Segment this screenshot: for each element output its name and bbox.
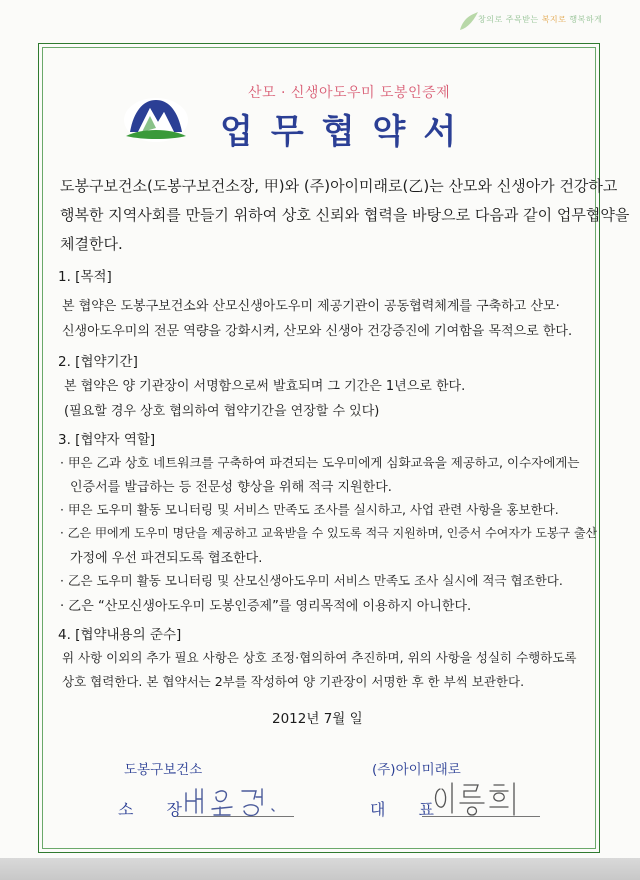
section-heading-purpose: 1. [목적] — [58, 269, 112, 285]
signature-ceo — [430, 779, 540, 819]
section-line: · 甲은 乙과 상호 네트워크를 구축하여 파견되는 도우미에게 심화교육을 제공하고, 이수자에게는 — [60, 455, 580, 470]
signature-director — [180, 783, 290, 819]
intro-paragraph — [60, 172, 629, 259]
slogan-left: 창의로 주목받는 — [478, 15, 539, 24]
page-border-inner — [42, 47, 596, 849]
section-heading-period: 2. [협약기간] — [58, 354, 138, 370]
section-line: 신생아도우미의 전문 역량을 강화시켜, 산모와 신생아 건강증진에 기여함을 목적으로 한다. — [62, 324, 573, 339]
section-heading-compliance: 4. [협약내용의 준수] — [58, 627, 182, 643]
section-line: 본 협약은 양 기관장이 서명함으로써 발효되며 그 기간은 1년으로 한다. — [64, 379, 466, 394]
document-title: 업무협약서 — [220, 112, 475, 152]
section-line: · 乙은 “산모신생아도우미 도봉인증제”를 영리목적에 이용하지 아니한다. — [60, 599, 472, 614]
section-line: 상호 협력한다. 본 협약서는 2부를 작성하여 양 기관장이 서명한 후 한 부씩 보관한다. — [62, 674, 525, 689]
district-slogan-logo — [458, 10, 608, 34]
section-line: 위 사항 이외의 추가 필요 사항은 상호 조정·협의하여 추진하며, 위의 사항을 성실히 수행하도록 — [62, 650, 577, 665]
leaf-icon — [458, 10, 480, 34]
section-line: (필요할 경우 상호 협의하여 협약기간을 연장할 수 있다) — [64, 404, 380, 419]
slogan-right: 행복하게 — [569, 15, 603, 24]
intro-line: 체결한다. — [60, 235, 123, 253]
section-line: · 乙은 甲에게 도우미 명단을 제공하고 교육받을 수 있도록 적극 지원하며, 인증서 수여자가 도봉구 출산 — [60, 526, 598, 540]
section-line: 가정에 우선 파견되도록 협조한다. — [70, 551, 263, 566]
party-org-company: (주)아이미래로 — [372, 762, 461, 778]
party-org-health-center: 도봉구보건소 — [124, 762, 203, 778]
intro-line: 도봉구보건소(도봉구보건소장, 甲)와 (주)아이미래로(乙)는 산모와 신생아가 건강하고 — [60, 177, 618, 195]
section-line: 인증서를 발급하는 등 전문성 향상을 위해 적극 지원한다. — [70, 480, 392, 495]
section-heading-roles: 3. [협약자 역할] — [58, 432, 156, 448]
section-line: 본 협약은 도봉구보건소와 산모신생아도우미 제공기관이 공동협력체계를 구축하고 산모· — [62, 299, 560, 314]
section-line: · 乙은 도우미 활동 모니터링 및 산모신생아도우미 서비스 만족도 조사 실시에 적극 협조한다. — [60, 573, 563, 588]
party-role-ceo: 대 표 — [370, 800, 448, 819]
intro-line: 행복한 지역사회를 만들기 위하여 상호 신뢰와 협력을 바탕으로 다음과 같이 업무협약을 — [60, 206, 630, 224]
background-edge — [0, 858, 640, 880]
slogan-mid: 복지로 — [541, 15, 567, 24]
mountain-emblem-icon — [122, 92, 190, 144]
agreement-date: 2012년 7월 일 — [272, 711, 363, 727]
section-line: · 甲은 도우미 활동 모니터링 및 서비스 만족도 조사를 실시하고, 사업 관련 사항을 홍보한다. — [60, 502, 559, 517]
party-role-director: 소 장 — [118, 800, 196, 819]
document-subtitle: 산모 · 신생아도우미 도봉인증제 — [248, 85, 451, 101]
